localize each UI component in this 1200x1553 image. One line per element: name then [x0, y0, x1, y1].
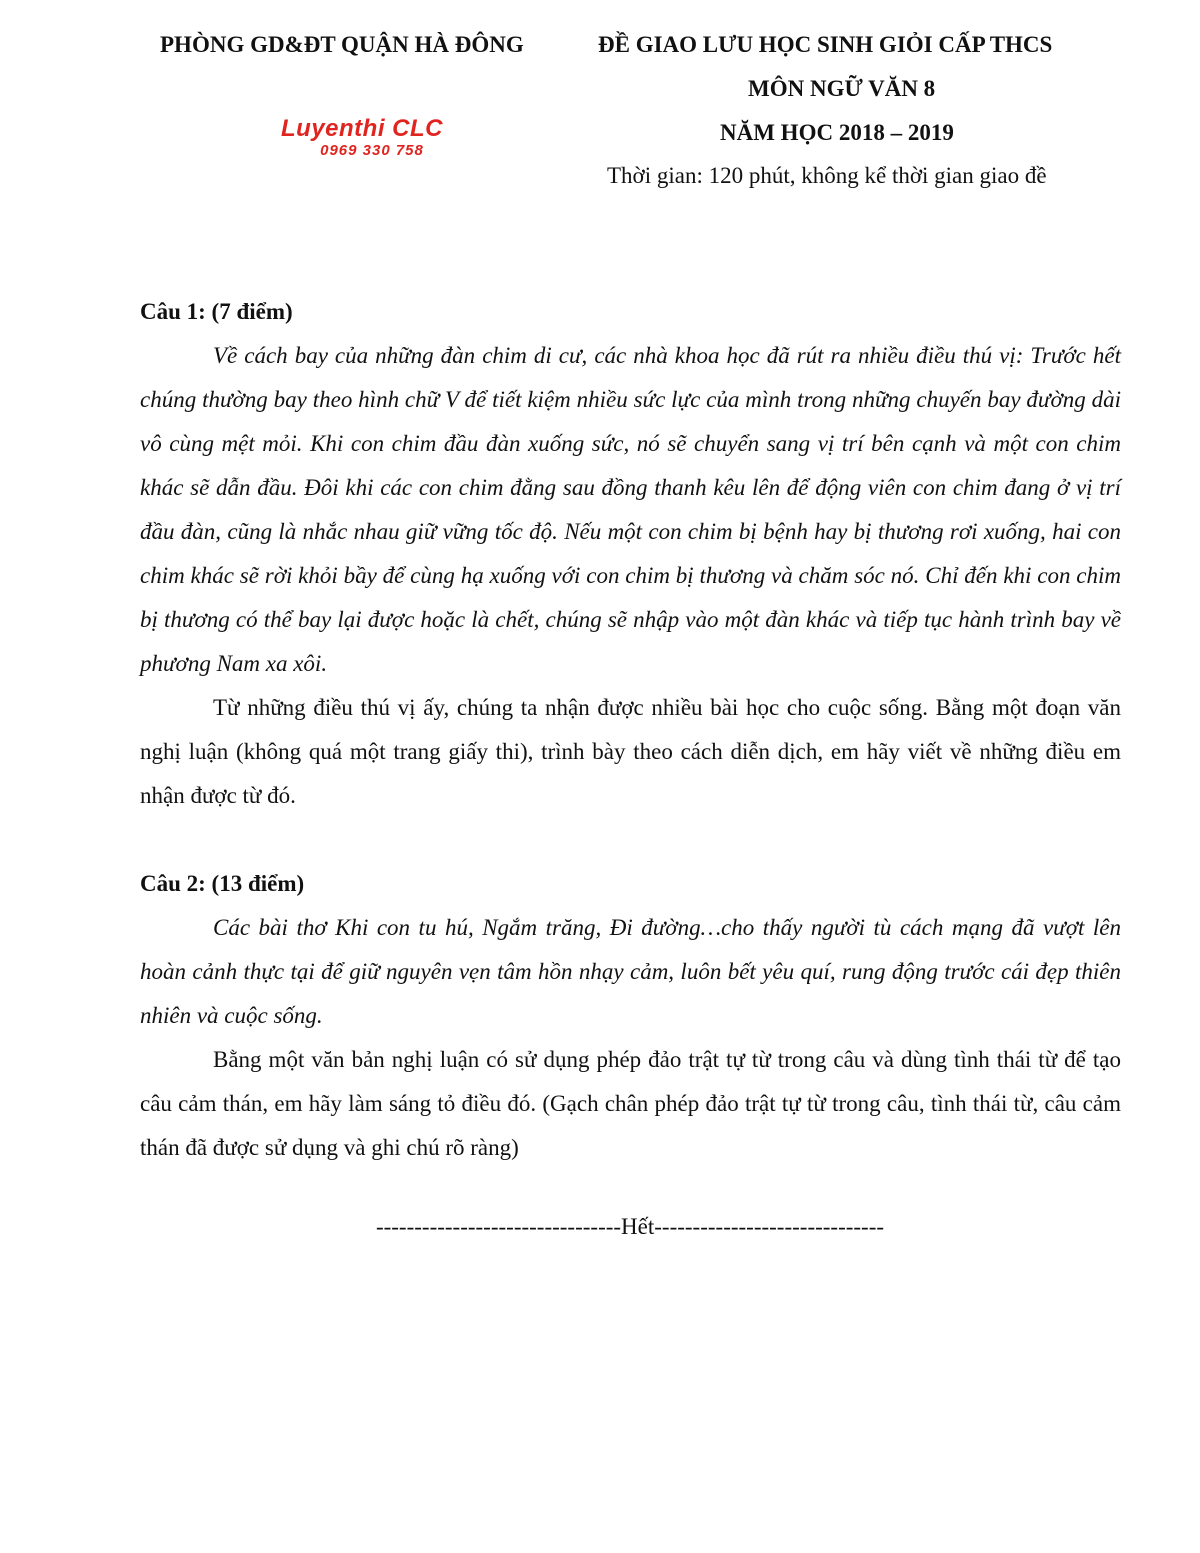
logo-name: Luyenthi CLC [281, 115, 443, 142]
section-spacer [140, 818, 1121, 862]
exam-subject: MÔN NGỮ VĂN 8 [748, 76, 936, 101]
question-2-task: Bằng một văn bản nghị luận có sử dụng phép đảo trật tự từ trong câu và dùng tình thái từ để tạo câu cảm thán, em hãy làm sáng tỏ điều đó. (Gạch chân phép đảo trật tự từ trong câu, tình thái từ, câu cảm thán đã được sử dụng và ghi chú rõ ràng) [140, 1047, 1121, 1160]
question-1-quote: Về cách bay của những đàn chim di cư, các nhà khoa học đã rút ra nhiều điều thú vị: Trước hết chúng thường bay theo hình chữ V để tiết kiệm nhiều sức lực của mình trong những chuyến bay đường dài vô cùng mệt mỏi. Khi con chim đầu đàn xuống sức, nó sẽ chuyển sang vị trí bên cạnh và một con chim khác sẽ dẫn đầu. Đôi khi các con chim đằng sau đồng thanh kêu lên để động viên con chim đang ở vị trí đầu đàn, cũng là nhắc nhau giữ vững tốc độ. Nếu một con chim bị bệnh hay bị thương rơi xuống, hai con chim khác sẽ rời khỏi bầy để cùng hạ xuống với con chim bị thương và chăm sóc nó. Chỉ đến khi con chim bị thương có thể bay lại được hoặc là chết, chúng sẽ nhập vào một đàn khác và tiếp tục hành trình bay về phương Nam xa xôi. [140, 343, 1121, 676]
question-1-task: Từ những điều thú vị ấy, chúng ta nhận được nhiều bài học cho cuộc sống. Bằng một đoạn văn nghị luận (không quá một trang giấy thi), trình bày theo cách diễn dịch, em hãy viết về những điều em nhận được từ đó. [140, 695, 1121, 808]
luyenthi-logo [252, 116, 472, 162]
question-2-title: Câu 2: (13 điểm) [140, 871, 305, 896]
end-marker: --------------------------------Hết------------------------------ [375, 1214, 885, 1239]
school-year: NĂM HỌC 2018 – 2019 [720, 120, 954, 145]
exam-content [140, 290, 1121, 1170]
department-name: PHÒNG GD&ĐT QUẬN HÀ ĐÔNG [160, 32, 524, 57]
logo-phone: 0969 330 758 [320, 142, 424, 159]
question-2-quote: Các bài thơ Khi con tu hú, Ngắm trăng, Đi đường…cho thấy người tù cách mạng đã vượt lên hoàn cảnh thực tại để giữ nguyên vẹn tâm hồn nhạy cảm, luôn bết yêu quí, rung động trước cái đẹp thiên nhiên và cuộc sống. [140, 915, 1121, 1028]
time-note: Thời gian: 120 phút, không kể thời gian giao đề [607, 163, 1047, 188]
exam-title: ĐỀ GIAO LƯU HỌC SINH GIỎI CẤP THCS [598, 32, 1053, 57]
question-1-title: Câu 1: (7 điểm) [140, 299, 293, 324]
